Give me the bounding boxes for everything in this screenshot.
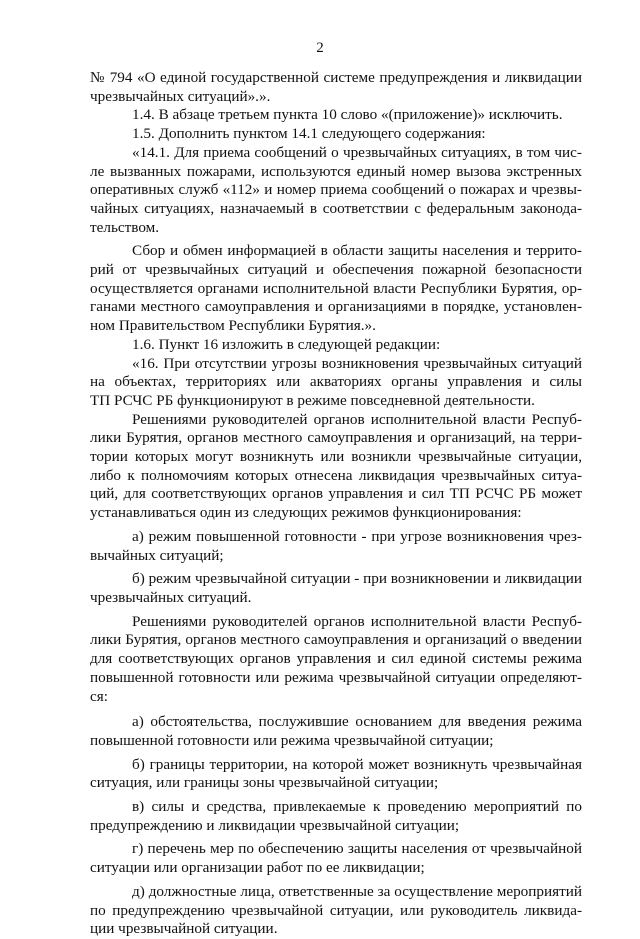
- text-line: для соответствующих органов управления и сил единой системы режима: [90, 650, 582, 668]
- text-line: по предупреждению чрезвычайной ситуации, или руководитель ликвида-: [90, 901, 582, 919]
- text-line: ситуации или организации работ по ее ликвидации;: [90, 859, 425, 877]
- text-line: г) перечень мер по обеспечению защиты населения от чрезвычайной: [132, 840, 582, 858]
- text-line: «14.1. Для приема сообщений о чрезвычайных ситуациях, в том чис-: [132, 143, 582, 161]
- text-line: оперативных служб «112» и номер приема сообщений о пожарах и чрезвы-: [90, 181, 582, 199]
- text-line: б) режим чрезвычайной ситуации - при возникновении и ликвидации: [132, 570, 582, 588]
- text-line: предупреждению и ликвидации чрезвычайной ситуации;: [90, 816, 460, 834]
- text-line: ситуация, или границы зоны чрезвычайной ситуации;: [90, 774, 439, 792]
- text-line: д) должностные лица, ответственные за осуществление мероприятий: [132, 882, 582, 900]
- text-line: лики Бурятия, органов местного самоуправления и организаций о введении: [90, 631, 582, 649]
- text-line: лики Бурятия, органов местного самоуправления и организаций, на терри-: [90, 429, 582, 447]
- document-body: [90, 69, 582, 939]
- text-line: тельством.: [90, 218, 160, 236]
- text-line: ганами местного самоуправления и организациями в порядке, установлен-: [90, 298, 582, 316]
- text-line: рий от чрезвычайных ситуаций и обеспечения пожарной безопасности: [90, 261, 582, 279]
- text-line: Решениями руководителей органов исполнительной власти Респуб-: [132, 410, 582, 428]
- text-line: ции чрезвычайной ситуации.: [90, 920, 278, 938]
- text-line: а) обстоятельства, послужившие основанием для введения режима: [132, 713, 582, 731]
- text-line: ТП РСЧС РБ функционируют в режиме повседневной деятельности.: [90, 391, 535, 409]
- text-line: ном Правительством Республики Бурятия.».: [90, 317, 376, 335]
- text-line: чрезвычайных ситуаций.: [90, 588, 252, 606]
- text-line: на объектах, территориях или акваториях органы управления и силы: [90, 373, 582, 391]
- text-line: 1.6. Пункт 16 изложить в следующей редакции:: [132, 335, 441, 353]
- text-line: повышенной готовности или режима чрезвычайной ситуации;: [90, 731, 494, 749]
- text-line: устанавливаться один из следующих режимов функционирования:: [90, 504, 522, 522]
- text-line: б) границы территории, на которой может возникнуть чрезвычайная: [132, 755, 582, 773]
- text-line: а) режим повышенной готовности - при угрозе возникновения чрез-: [132, 527, 582, 545]
- text-line: Решениями руководителей органов исполнительной власти Респуб-: [132, 612, 582, 630]
- text-line: чрезвычайных ситуаций».».: [90, 87, 271, 105]
- text-line: Сбор и обмен информацией в области защиты населения и террито-: [132, 242, 582, 260]
- text-line: тории которых могут возникнуть или возникли чрезвычайные ситуации,: [90, 448, 582, 466]
- text-line: повышенной готовности или режима чрезвычайной ситуации определяют-: [90, 668, 582, 686]
- page-number: 2: [316, 40, 324, 56]
- text-line: осуществляется органами исполнительной власти Республики Бурятия, ор-: [90, 279, 582, 297]
- text-line: 1.5. Дополнить пунктом 14.1 следующего содержания:: [132, 125, 486, 143]
- text-line: чайных ситуациях, назначаемый в соответствии с федеральным законода-: [90, 199, 582, 217]
- text-line: 1.4. В абзаце третьем пункта 10 слово «(приложение)» исключить.: [132, 106, 563, 124]
- text-line: в) силы и средства, привлекаемые к проведению мероприятий по: [132, 798, 582, 816]
- text-line: либо к полномочиям которых отнесена ликвидация чрезвычайных ситуа-: [90, 466, 582, 484]
- text-line: вычайных ситуаций;: [90, 546, 224, 564]
- text-line: № 794 «О единой государственной системе предупреждения и ликвидации: [90, 69, 582, 86]
- text-line: ся:: [90, 687, 108, 705]
- text-line: «16. При отсутствии угрозы возникновения чрезвычайных ситуаций: [132, 354, 582, 372]
- text-line: ций, для соответствующих органов управления и сил ТП РСЧС РБ может: [90, 485, 582, 503]
- text-line: ле вызванных пожарами, используются единый номер вызова экстренных: [90, 162, 582, 180]
